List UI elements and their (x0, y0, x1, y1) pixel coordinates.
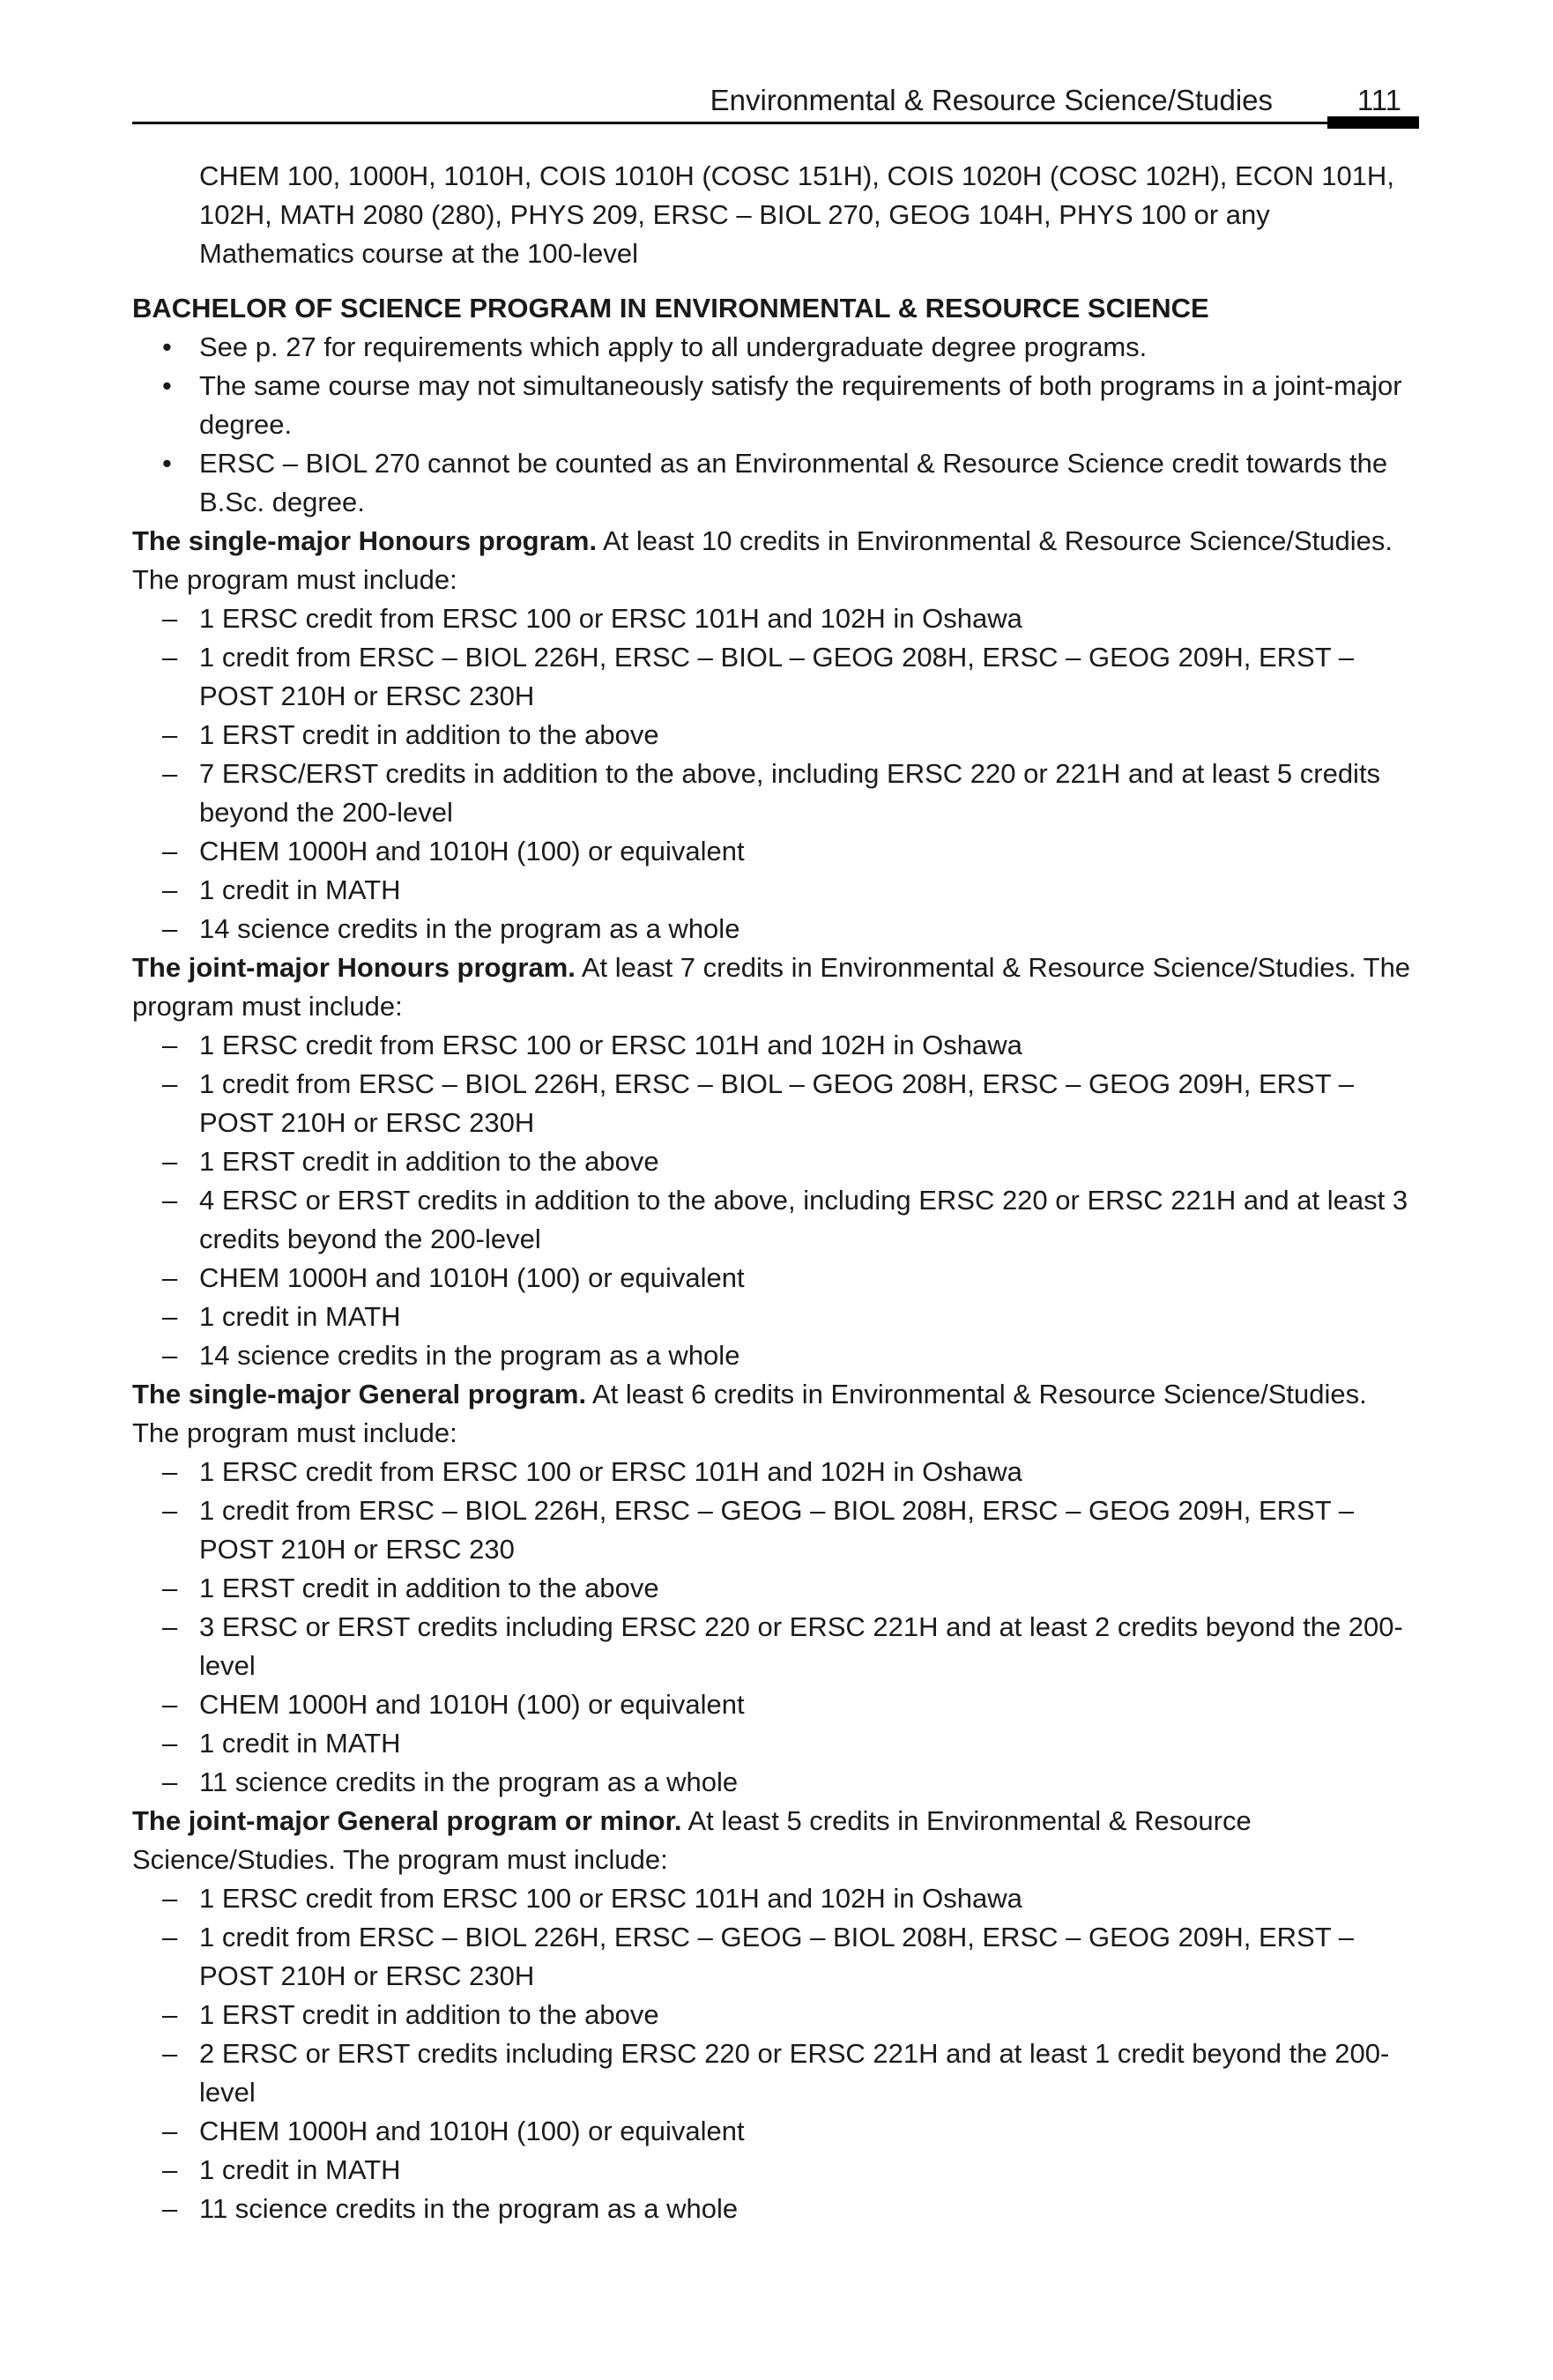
dash-marker: – (162, 1999, 178, 2030)
dash-marker: – (162, 1146, 178, 1177)
dash-marker: – (162, 874, 178, 905)
list-item (132, 832, 1419, 871)
list-item (132, 1453, 1419, 1491)
program-heading: BACHELOR OF SCIENCE PROGRAM IN ENVIRONMENTAL & RESOURCE SCIENCE (132, 293, 1209, 324)
list-item-text: 7 ERSC/ERST credits in addition to the above, including ERSC 220 or 221H and at least 5 credits beyond the 200-level (199, 758, 1381, 828)
header-tab-marker (1327, 116, 1419, 129)
dash-marker: – (162, 642, 178, 673)
program-summary: At least 6 credits in Environmental & Resource Science/Studies. The program must include: (132, 1379, 1367, 1448)
list-item (132, 2034, 1419, 2112)
list-item (132, 1065, 1419, 1142)
list-item-text: 1 credit from ERSC – BIOL 226H, ERSC – GEOG – BIOL 208H, ERSC – GEOG 209H, ERST – POST 210H or ERSC 230 (199, 1495, 1354, 1565)
list-item-text: 1 credit in MATH (199, 874, 401, 905)
dash-marker: – (162, 2154, 178, 2185)
dash-marker: – (162, 1611, 178, 1642)
list-item-text: 1 ERST credit in addition to the above (199, 719, 659, 750)
program-description (132, 1375, 1419, 1453)
list-item (132, 910, 1419, 948)
list-item (132, 1724, 1419, 1763)
list-item-text: CHEM 1000H and 1010H (100) or equivalent (199, 1262, 745, 1293)
list-item-text: 14 science credits in the program as a whole (199, 1340, 740, 1371)
dash-marker: – (162, 1495, 178, 1526)
list-item-text: 1 credit from ERSC – BIOL 226H, ERSC – BIOL – GEOG 208H, ERSC – GEOG 209H, ERST – POST 210H or ERSC 230H (199, 1068, 1354, 1138)
program-summary: At least 10 credits in Environmental & Resource Science/Studies. The program must include: (132, 525, 1393, 595)
list-item (132, 2151, 1419, 2190)
list-item (132, 1336, 1419, 1375)
list-item (132, 1569, 1419, 1608)
list-item-text: See p. 27 for requirements which apply to all undergraduate degree programs. (199, 331, 1148, 362)
bullet-marker: • (162, 448, 172, 479)
dash-marker: – (162, 758, 178, 789)
list-item (132, 1142, 1419, 1181)
dash-marker: – (162, 719, 178, 750)
list-item-text: 1 ERST credit in addition to the above (199, 1146, 659, 1177)
dash-marker: – (162, 603, 178, 634)
program-description (132, 948, 1419, 1026)
list-item (132, 755, 1419, 832)
dash-marker: – (162, 1185, 178, 1216)
list-item (132, 599, 1419, 638)
list-item-text: 1 credit in MATH (199, 1301, 401, 1332)
running-title: Environmental & Resource Science/Studies (710, 84, 1273, 116)
dash-marker: – (162, 1883, 178, 1914)
list-item-text: CHEM 1000H and 1010H (100) or equivalent (199, 836, 745, 866)
prerequisite-course-list: CHEM 100, 1000H, 1010H, COIS 1010H (COSC 151H), COIS 1020H (COSC 102H), ECON 101H, 102H, MATH 2080 (280), PHYS 209, ERSC – BIOL 270, GEOG 104H, PHYS 100 or any Mathematics course at the 100-level (199, 160, 1394, 269)
bullet-marker: • (162, 331, 172, 362)
dash-marker: – (162, 1728, 178, 1759)
list-item (132, 367, 1419, 444)
dash-marker: – (162, 913, 178, 944)
list-item (132, 1685, 1419, 1724)
list-item (132, 2112, 1419, 2151)
dash-marker: – (162, 1456, 178, 1487)
list-item-text: 3 ERSC or ERST credits including ERSC 220 or ERSC 221H and at least 2 credits beyond the 200-level (199, 1611, 1403, 1681)
list-item-text: 11 science credits in the program as a whole (199, 2193, 739, 2224)
dash-marker: – (162, 2193, 178, 2224)
list-item (132, 716, 1419, 755)
program-requirements-list (132, 1453, 1419, 1802)
list-item-text: 14 science credits in the program as a whole (199, 913, 740, 944)
list-item (132, 1879, 1419, 1918)
general-requirements-list (132, 328, 1419, 522)
dash-marker: – (162, 1262, 178, 1293)
list-item (132, 1491, 1419, 1569)
list-item-text: 2 ERSC or ERST credits including ERSC 220 or ERSC 221H and at least 1 credit beyond the 200-level (199, 2038, 1390, 2108)
list-item (132, 638, 1419, 716)
dash-marker: – (162, 1689, 178, 1720)
bullet-marker: • (162, 370, 172, 401)
list-item (132, 1763, 1419, 1802)
list-item-text: 11 science credits in the program as a whole (199, 1766, 739, 1797)
list-item (132, 1181, 1419, 1259)
dash-marker: – (162, 836, 178, 866)
list-item (132, 1996, 1419, 2034)
list-item (132, 1298, 1419, 1336)
dash-marker: – (162, 1340, 178, 1371)
dash-marker: – (162, 1766, 178, 1797)
list-item-text: ERSC – BIOL 270 cannot be counted as an Environmental & Resource Science credit towards the B.Sc. degree. (199, 448, 1388, 517)
program-title: The joint-major General program or minor. (132, 1805, 682, 1836)
dash-marker: – (162, 1922, 178, 1952)
list-item (132, 444, 1419, 522)
program-description (132, 522, 1419, 599)
program-requirements-list (132, 599, 1419, 948)
list-item-text: 1 credit from ERSC – BIOL 226H, ERSC – BIOL – GEOG 208H, ERSC – GEOG 209H, ERST – POST 210H or ERSC 230H (199, 642, 1354, 711)
list-item (132, 1026, 1419, 1065)
list-item (132, 1918, 1419, 1996)
list-item (132, 1259, 1419, 1298)
program-title: The joint-major Honours program. (132, 952, 576, 983)
program-description (132, 1802, 1419, 1879)
list-item-text: 1 credit in MATH (199, 1728, 401, 1759)
running-header (132, 81, 1419, 125)
dash-marker: – (162, 2116, 178, 2146)
list-item-text: 1 ERSC credit from ERSC 100 or ERSC 101H and 102H in Oshawa (199, 1456, 1022, 1487)
list-item-text: 1 ERSC credit from ERSC 100 or ERSC 101H and 102H in Oshawa (199, 1030, 1022, 1060)
dash-marker: – (162, 1068, 178, 1099)
list-item-text: CHEM 1000H and 1010H (100) or equivalent (199, 1689, 745, 1720)
program-requirements-list (132, 1879, 1419, 2228)
page-number: 111 (1356, 84, 1401, 116)
list-item-text: 1 ERSC credit from ERSC 100 or ERSC 101H and 102H in Oshawa (199, 1883, 1022, 1914)
program-title: The single-major Honours program. (132, 525, 598, 556)
dash-marker: – (162, 2038, 178, 2069)
program-summary: At least 7 credits in Environmental & Resource Science/Studies. The program must include: (132, 952, 1411, 1022)
page-body (132, 157, 1419, 2228)
program-summary: At least 5 credits in Environmental & Resource Science/Studies. The program must include: (132, 1805, 1252, 1875)
dash-marker: – (162, 1573, 178, 1603)
list-item-text: 1 ERST credit in addition to the above (199, 1999, 659, 2030)
program-title: The single-major General program. (132, 1379, 587, 1409)
list-item-text: 1 credit from ERSC – BIOL 226H, ERSC – GEOG – BIOL 208H, ERSC – GEOG 209H, ERST – POST 210H or ERSC 230H (199, 1922, 1354, 1991)
list-item-text: CHEM 1000H and 1010H (100) or equivalent (199, 2116, 745, 2146)
list-item (132, 871, 1419, 910)
dash-marker: – (162, 1030, 178, 1060)
list-item (132, 328, 1419, 367)
list-item (132, 2190, 1419, 2228)
list-item (132, 1608, 1419, 1685)
list-item-text: 1 credit in MATH (199, 2154, 401, 2185)
program-requirements-list (132, 1026, 1419, 1375)
list-item-text: 4 ERSC or ERST credits in addition to the above, including ERSC 220 or ERSC 221H and at least 3 credits beyond the 200-level (199, 1185, 1408, 1254)
dash-marker: – (162, 1301, 178, 1332)
list-item-text: 1 ERSC credit from ERSC 100 or ERSC 101H and 102H in Oshawa (199, 603, 1022, 634)
list-item-text: 1 ERST credit in addition to the above (199, 1573, 659, 1603)
header-rule (132, 122, 1419, 124)
list-item-text: The same course may not simultaneously satisfy the requirements of both programs in a joint-major degree. (199, 370, 1402, 440)
